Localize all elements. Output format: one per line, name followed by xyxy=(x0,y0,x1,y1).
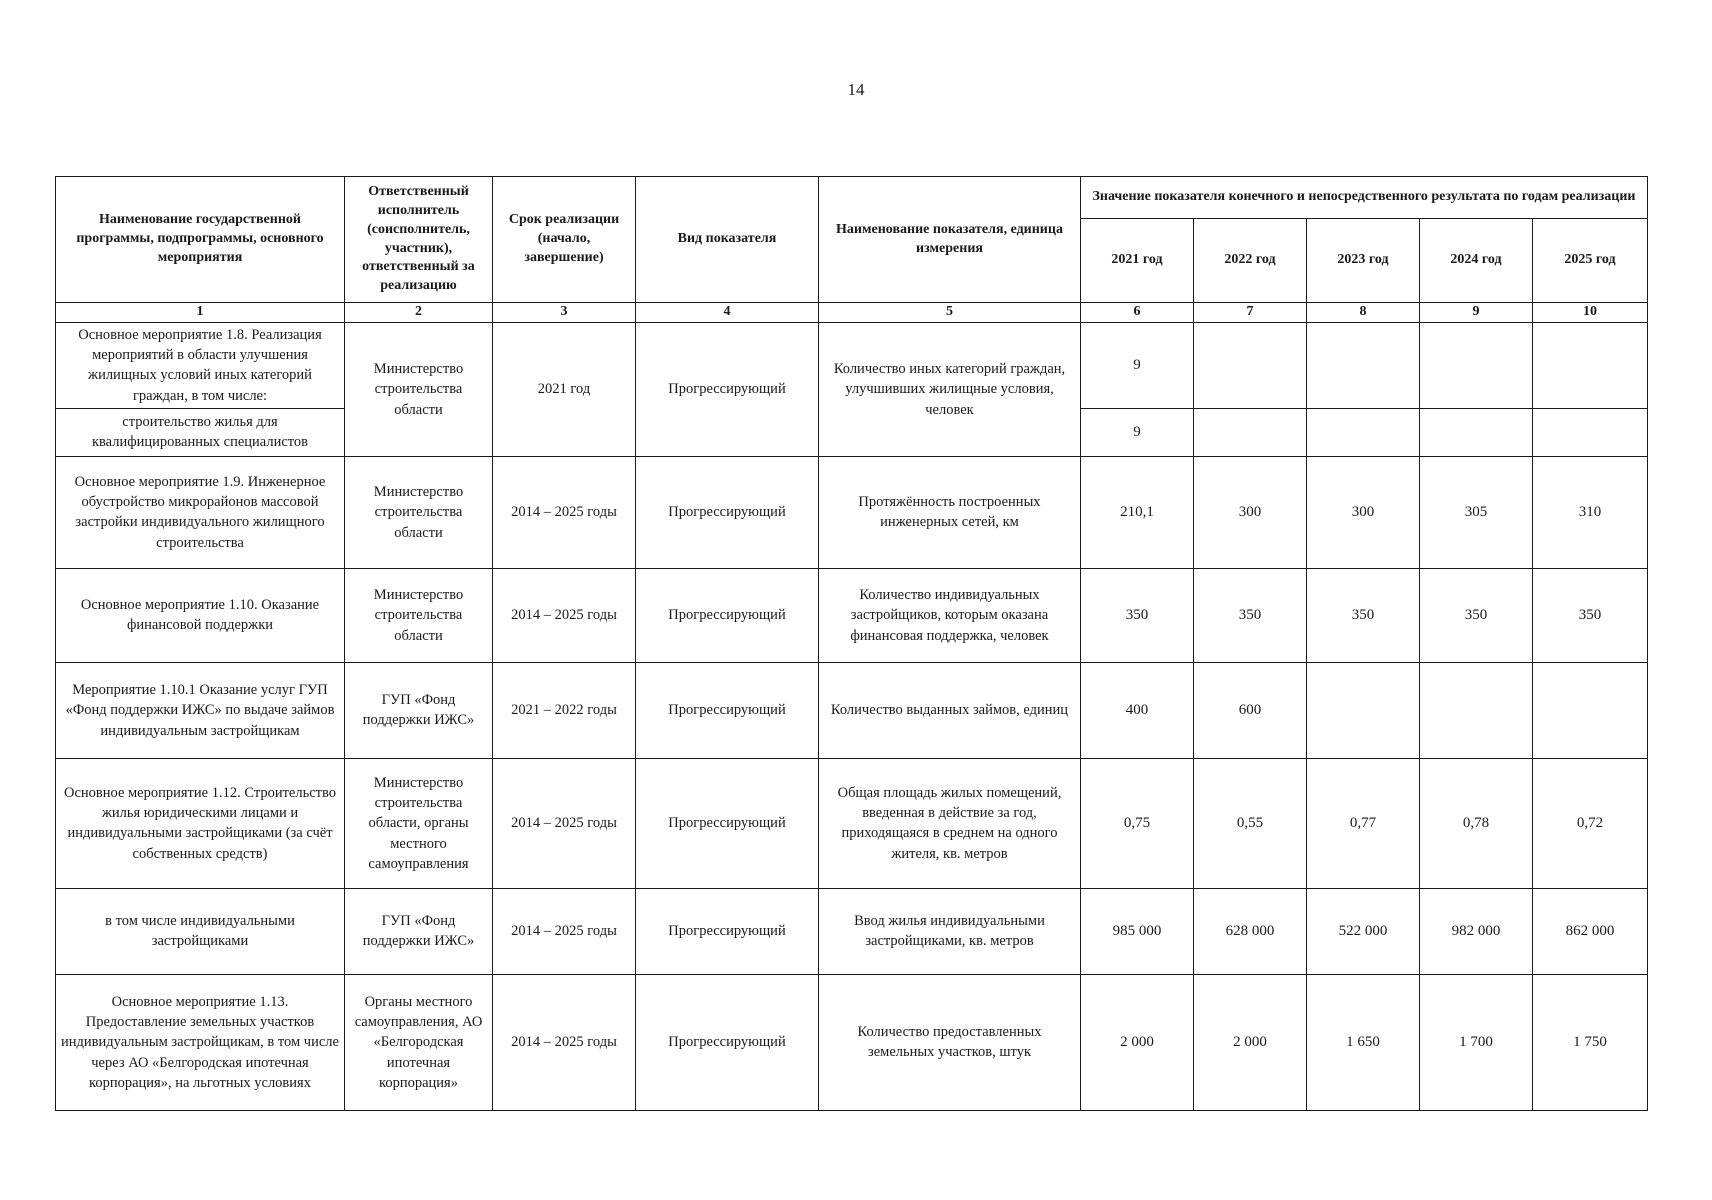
column-number: 4 xyxy=(636,303,819,323)
value-cell: 0,77 xyxy=(1307,758,1420,888)
value-cell: 0,55 xyxy=(1194,758,1307,888)
page-number: 14 xyxy=(847,80,865,99)
period-cell: 2014 – 2025 годы xyxy=(493,974,636,1110)
table-row xyxy=(56,456,1648,568)
column-number: 1 xyxy=(56,303,345,323)
value-cell: 350 xyxy=(1081,568,1194,662)
header-indicator: Наименование показателя, единица измерения xyxy=(819,177,1081,303)
value-cell: 522 000 xyxy=(1307,888,1420,974)
type-cell: Прогрессирующий xyxy=(636,456,819,568)
header-year: 2023 год xyxy=(1307,219,1420,303)
value-cell: 1 750 xyxy=(1533,974,1648,1110)
header-year: 2022 год xyxy=(1194,219,1307,303)
value-cell xyxy=(1533,408,1648,456)
value-cell: 0,78 xyxy=(1420,758,1533,888)
type-cell: Прогрессирующий xyxy=(636,568,819,662)
type-cell: Прогрессирующий xyxy=(636,758,819,888)
column-number: 9 xyxy=(1420,303,1533,323)
value-cell: 9 xyxy=(1081,322,1194,408)
header-year: 2025 год xyxy=(1533,219,1648,303)
period-cell: 2021 – 2022 годы xyxy=(493,662,636,758)
value-cell: 862 000 xyxy=(1533,888,1648,974)
table-row xyxy=(56,974,1648,1110)
value-cell: 0,75 xyxy=(1081,758,1194,888)
indicator-cell: Количество предоставленных земельных участков, штук xyxy=(819,974,1081,1110)
value-cell xyxy=(1420,322,1533,408)
program-cell: Основное мероприятие 1.13. Предоставление земельных участков индивидуальным застройщикам, в том числе через АО «Белгородская ипотечная корпорация», на льготных условиях xyxy=(56,974,345,1110)
header-program: Наименование государственной программы, подпрограммы, основного мероприятия xyxy=(56,177,345,303)
column-number: 2 xyxy=(345,303,493,323)
value-cell xyxy=(1533,662,1648,758)
period-cell: 2014 – 2025 годы xyxy=(493,456,636,568)
program-cell: Мероприятие 1.10.1 Оказание услуг ГУП «Фонд поддержки ИЖС» по выдаче займов индивидуальным застройщикам xyxy=(56,662,345,758)
header-period: Срок реализации (начало, завершение) xyxy=(493,177,636,303)
value-cell: 350 xyxy=(1533,568,1648,662)
table-row xyxy=(56,568,1648,662)
type-cell: Прогрессирующий xyxy=(636,322,819,456)
program-cell: Основное мероприятие 1.9. Инженерное обустройство микрорайонов массовой застройки индивидуального жилищного строительства xyxy=(56,456,345,568)
header-type: Вид показателя xyxy=(636,177,819,303)
column-number: 10 xyxy=(1533,303,1648,323)
value-cell: 628 000 xyxy=(1194,888,1307,974)
value-cell: 2 000 xyxy=(1081,974,1194,1110)
type-cell: Прогрессирующий xyxy=(636,974,819,1110)
value-cell: 2 000 xyxy=(1194,974,1307,1110)
value-cell xyxy=(1307,322,1420,408)
indicator-cell: Количество индивидуальных застройщиков, которым оказана финансовая поддержка, человек xyxy=(819,568,1081,662)
value-cell: 310 xyxy=(1533,456,1648,568)
type-cell: Прогрессирующий xyxy=(636,888,819,974)
program-cell: Основное мероприятие 1.8. Реализация мероприятий в области улучшения жилищных условий иных категорий граждан, в том числе: xyxy=(56,322,345,408)
program-cell: Основное мероприятие 1.10. Оказание финансовой поддержки xyxy=(56,568,345,662)
period-cell: 2014 – 2025 годы xyxy=(493,888,636,974)
value-cell: 350 xyxy=(1194,568,1307,662)
responsible-cell: Министерство строительства области xyxy=(345,568,493,662)
value-cell xyxy=(1420,408,1533,456)
value-cell: 982 000 xyxy=(1420,888,1533,974)
responsible-cell: Министерство строительства области, органы местного самоуправления xyxy=(345,758,493,888)
header-values-group: Значение показателя конечного и непосредственного результата по годам реализации xyxy=(1081,177,1648,219)
program-cell: Основное мероприятие 1.12. Строительство жилья юридическими лицами и индивидуальными застройщиками (за счёт собственных средств) xyxy=(56,758,345,888)
value-cell: 350 xyxy=(1307,568,1420,662)
responsible-cell: ГУП «Фонд поддержки ИЖС» xyxy=(345,662,493,758)
table-row xyxy=(56,322,1648,408)
value-cell: 300 xyxy=(1194,456,1307,568)
table-row xyxy=(56,888,1648,974)
responsible-cell: Министерство строительства области xyxy=(345,456,493,568)
indicators-table xyxy=(55,176,1648,1111)
header-responsible: Ответственный исполнитель (соисполнитель, участник), ответственный за реализацию xyxy=(345,177,493,303)
value-cell: 985 000 xyxy=(1081,888,1194,974)
responsible-cell: Органы местного самоуправления, АО «Белгородская ипотечная корпорация» xyxy=(345,974,493,1110)
value-cell: 600 xyxy=(1194,662,1307,758)
table-row xyxy=(56,662,1648,758)
value-cell xyxy=(1307,408,1420,456)
value-cell xyxy=(1194,408,1307,456)
responsible-cell: Министерство строительства области xyxy=(345,322,493,456)
indicator-cell: Ввод жилья индивидуальными застройщиками, кв. метров xyxy=(819,888,1081,974)
indicator-cell: Количество выданных займов, единиц xyxy=(819,662,1081,758)
value-cell: 305 xyxy=(1420,456,1533,568)
indicator-cell: Протяжённость построенных инженерных сетей, км xyxy=(819,456,1081,568)
type-cell: Прогрессирующий xyxy=(636,662,819,758)
value-cell: 300 xyxy=(1307,456,1420,568)
value-cell: 1 650 xyxy=(1307,974,1420,1110)
value-cell xyxy=(1533,322,1648,408)
column-number: 3 xyxy=(493,303,636,323)
value-cell: 210,1 xyxy=(1081,456,1194,568)
period-cell: 2014 – 2025 годы xyxy=(493,758,636,888)
period-cell: 2021 год xyxy=(493,322,636,456)
value-cell xyxy=(1194,322,1307,408)
column-number: 6 xyxy=(1081,303,1194,323)
period-cell: 2014 – 2025 годы xyxy=(493,568,636,662)
header-year: 2024 год xyxy=(1420,219,1533,303)
indicator-cell: Количество иных категорий граждан, улучшивших жилищные условия, человек xyxy=(819,322,1081,456)
column-number: 5 xyxy=(819,303,1081,323)
column-number: 8 xyxy=(1307,303,1420,323)
value-cell xyxy=(1420,662,1533,758)
column-number: 7 xyxy=(1194,303,1307,323)
table-row xyxy=(56,758,1648,888)
header-year: 2021 год xyxy=(1081,219,1194,303)
value-cell: 1 700 xyxy=(1420,974,1533,1110)
indicator-cell: Общая площадь жилых помещений, введенная в действие за год, приходящаяся в среднем на одного жителя, кв. метров xyxy=(819,758,1081,888)
program-cell: строительство жилья для квалифицированных специалистов xyxy=(56,408,345,456)
value-cell xyxy=(1307,662,1420,758)
responsible-cell: ГУП «Фонд поддержки ИЖС» xyxy=(345,888,493,974)
value-cell: 400 xyxy=(1081,662,1194,758)
value-cell: 9 xyxy=(1081,408,1194,456)
value-cell: 0,72 xyxy=(1533,758,1648,888)
value-cell: 350 xyxy=(1420,568,1533,662)
program-cell: в том числе индивидуальными застройщиками xyxy=(56,888,345,974)
